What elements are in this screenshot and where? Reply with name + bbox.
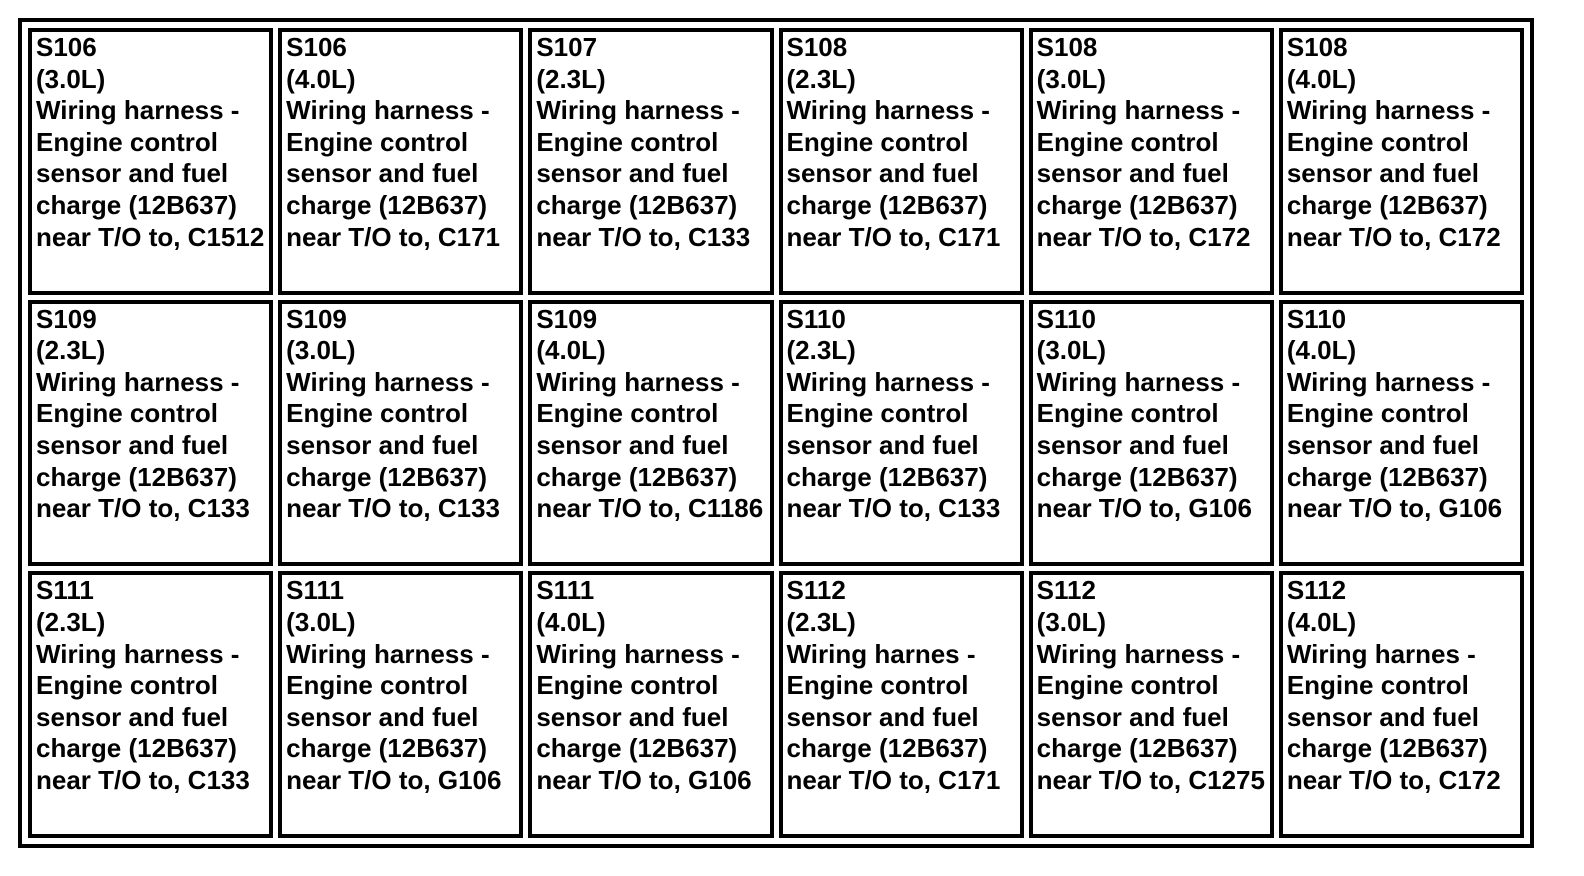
engine-size: (4.0L) [286,63,356,94]
splice-description: Wiring harness - Engine control sensor and fuel charge (12B637) near T/O to, C172 [1286,95,1501,252]
splice-id: S106 [286,32,347,62]
table-cell [1279,28,1524,295]
table-cell [28,28,273,295]
engine-size: (2.3L) [36,335,106,366]
engine-size: (3.0L) [286,335,356,366]
splice-id: S108 [786,32,848,62]
splice-id: S110 [1286,303,1347,334]
splice-table [18,18,1534,848]
splice-description: Wiring harness - Engine control sensor and fuel charge (12B637) near T/O to, C172 [1036,95,1251,252]
engine-size: (4.0L) [1286,606,1357,637]
splice-id: S111 [286,575,345,606]
engine-size: (2.3L) [536,63,606,94]
splice-id: S112 [1036,575,1096,606]
splice-grid [28,28,1524,838]
splice-description: Wiring harness - Engine control sensor and fuel charge (12B637) near T/O to, C171 [286,95,500,252]
splice-id: S112 [1286,575,1347,606]
engine-size: (2.3L) [786,335,856,366]
engine-size: (3.0L) [1036,606,1106,637]
splice-description: Wiring harness - Engine control sensor and fuel charge (12B637) near T/O to, C1512 [36,95,265,252]
table-cell [528,28,773,295]
splice-id: S109 [286,303,347,334]
engine-size: (3.0L) [36,63,106,94]
splice-description: Wiring harness - Engine control sensor and fuel charge (12B637) near T/O to, C1186 [536,366,764,524]
engine-size: (2.3L) [786,63,856,94]
table-cell [28,300,273,567]
splice-id: S109 [536,303,598,334]
splice-id: S109 [36,303,97,334]
engine-size: (4.0L) [536,335,606,366]
table-cell [28,571,273,838]
splice-description: Wiring harness - Engine control sensor and fuel charge (12B637) near T/O to, C133 [286,366,500,524]
table-cell [528,300,773,567]
table-cell [278,28,523,295]
engine-size: (4.0L) [1286,63,1357,94]
table-cell [1029,28,1274,295]
splice-id: S107 [536,32,598,62]
engine-size: (4.0L) [536,606,606,637]
engine-size: (3.0L) [286,606,356,637]
splice-description: Wiring harnes - Engine control sensor and fuel charge (12B637) near T/O to, C171 [786,638,1001,795]
splice-id: S110 [1036,303,1096,334]
splice-description: Wiring harness - Engine control sensor and fuel charge (12B637) near T/O to, C171 [786,95,1001,252]
splice-description: Wiring harness - Engine control sensor and fuel charge (12B637) near T/O to, G106 [1036,366,1252,524]
splice-id: S108 [1036,32,1098,62]
table-cell [1279,571,1524,838]
table-cell [779,300,1024,567]
splice-id: S112 [786,575,846,606]
splice-description: Wiring harness - Engine control sensor and fuel charge (12B637) near T/O to, C133 [36,638,250,795]
splice-description: Wiring harness - Engine control sensor and fuel charge (12B637) near T/O to, G106 [1286,366,1503,524]
table-cell [278,300,523,567]
splice-description: Wiring harnes - Engine control sensor and fuel charge (12B637) near T/O to, C172 [1286,638,1501,795]
table-cell [779,28,1024,295]
splice-description: Wiring harness - Engine control sensor and fuel charge (12B637) near T/O to, G106 [536,638,752,795]
splice-id: S106 [36,32,97,62]
splice-description: Wiring harness - Engine control sensor and fuel charge (12B637) near T/O to, G106 [286,638,502,795]
splice-description: Wiring harness - Engine control sensor and fuel charge (12B637) near T/O to, C133 [536,95,751,252]
splice-description: Wiring harness - Engine control sensor and fuel charge (12B637) near T/O to, C133 [786,366,1001,524]
table-cell [1029,300,1274,567]
engine-size: (4.0L) [1286,335,1357,366]
engine-size: (3.0L) [1036,335,1106,366]
splice-description: Wiring harness - Engine control sensor and fuel charge (12B637) near T/O to, C133 [36,366,250,524]
splice-id: S111 [536,575,595,606]
table-cell [1279,300,1524,567]
splice-description: Wiring harness - Engine control sensor and fuel charge (12B637) near T/O to, C1275 [1036,638,1265,795]
engine-size: (3.0L) [1036,63,1106,94]
splice-id: S111 [36,575,94,606]
table-cell [278,571,523,838]
engine-size: (2.3L) [786,606,856,637]
splice-id: S108 [1286,32,1348,62]
splice-id: S110 [786,303,846,334]
engine-size: (2.3L) [36,606,106,637]
table-cell [528,571,773,838]
table-cell [1029,571,1274,838]
table-cell [779,571,1024,838]
